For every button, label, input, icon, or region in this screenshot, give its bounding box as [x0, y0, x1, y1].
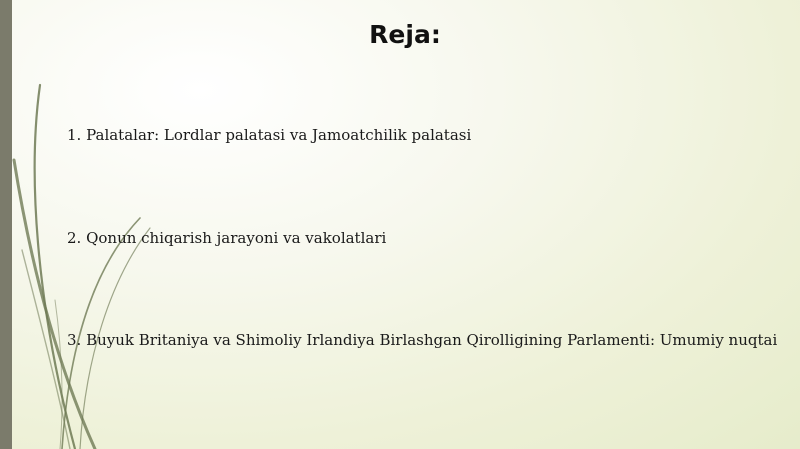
agenda-item-3: 3. Buyuk Britaniya va Shimoliy Irlandiya Birlashgan Qirolligining Parlamenti: Umumiy nuqtai [67, 331, 778, 349]
agenda-item-1: 1. Palatalar: Lordlar palatasi va Jamoatchilik palatasi [67, 126, 472, 144]
agenda-item-2: 2. Qonun chiqarish jarayoni va vakolatlari [67, 229, 387, 247]
grass-stroke-decoration [0, 0, 160, 449]
slide-title: Reja: [369, 20, 441, 49]
